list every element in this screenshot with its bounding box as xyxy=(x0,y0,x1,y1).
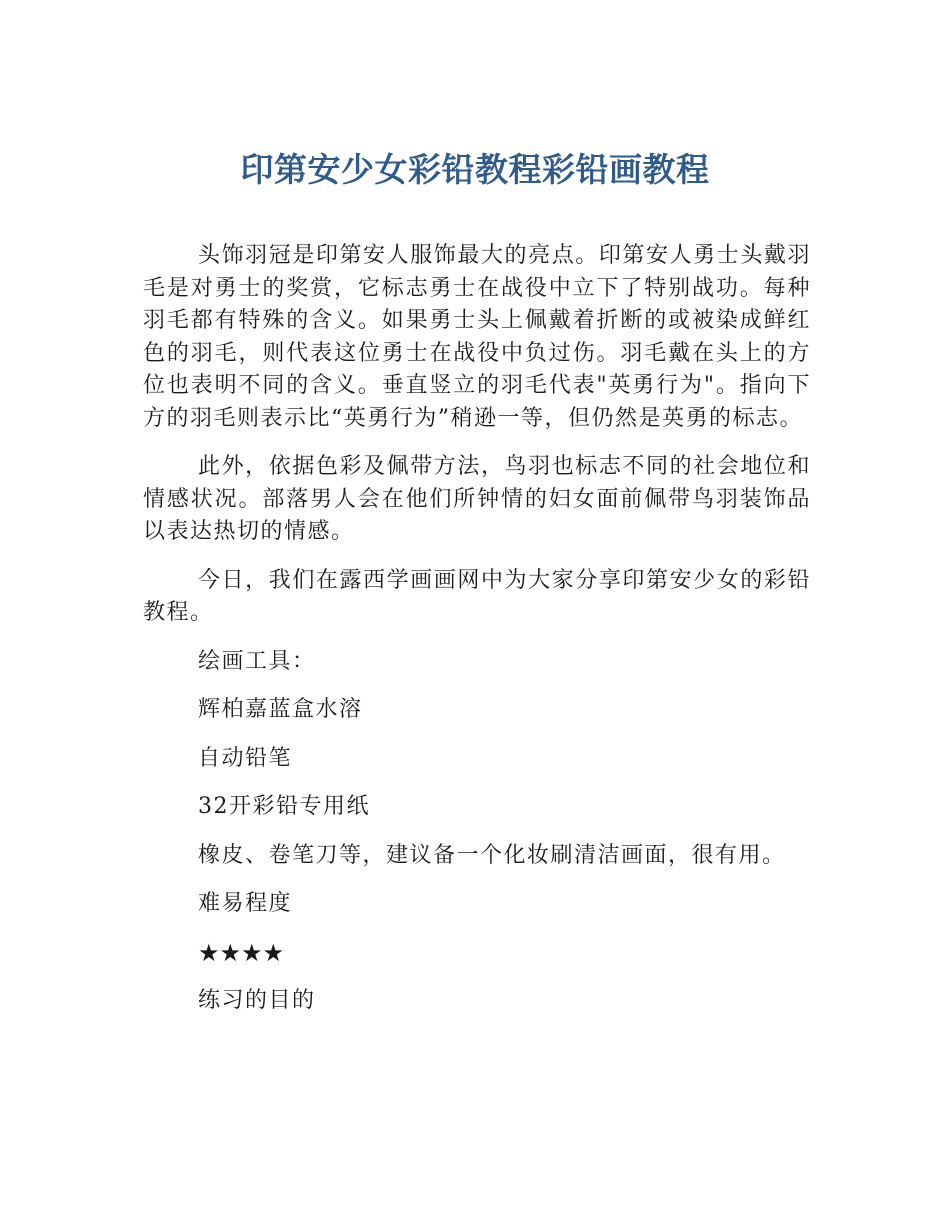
paragraph-tool-eraser: 橡皮、卷笔刀等，建议备一个化妆刷清洁画面，很有用。 xyxy=(198,842,786,868)
paragraph-difficulty-heading: 难易程度 xyxy=(198,891,293,916)
paragraph-tools-heading: 绘画工具： xyxy=(198,648,316,674)
paragraph-headdress: 头饰羽冠是印第安人服饰最大的亮点。印第安人勇士头戴羽毛是对勇士的奖赏，它标志勇士在战役中立下了特别战功。每种羽毛都有特殊的含义。如果勇士头上佩戴着折断的或被染成鲜红色的羽毛，则代表这位勇士在战役中负过伤。羽毛戴在头上的方位也表明不同的含义。垂直竖立的羽毛代表"英勇行为"。指向下方的羽毛则表示比“英勇行为”稍逊一等，但仍然是英勇的标志。 xyxy=(143,243,811,431)
paragraph-practice-purpose: 练习的目的 xyxy=(198,988,316,1013)
paragraph-tool-mechanical-pencil: 自动铅笔 xyxy=(198,745,293,771)
document-title: 印第安少女彩铅教程彩铅画教程 xyxy=(240,150,710,189)
paragraph-feather-meaning: 此外，依据色彩及佩带方法，鸟羽也标志不同的社会地位和情感状况。部落男人会在他们所钟情的妇女面前佩带鸟羽装饰品以表达热切的情感。 xyxy=(143,454,811,544)
difficulty-stars: ★★★★ xyxy=(198,938,285,967)
paragraph-tool-paper: 32开彩铅专用纸 xyxy=(198,794,370,819)
document-body xyxy=(143,240,811,1034)
paragraph-intro-tutorial: 今日，我们在露西学画画网中为大家分享印第安少女的彩铅教程。 xyxy=(143,567,811,625)
paragraph-tool-pencils: 辉柏嘉蓝盒水溶 xyxy=(198,697,363,722)
